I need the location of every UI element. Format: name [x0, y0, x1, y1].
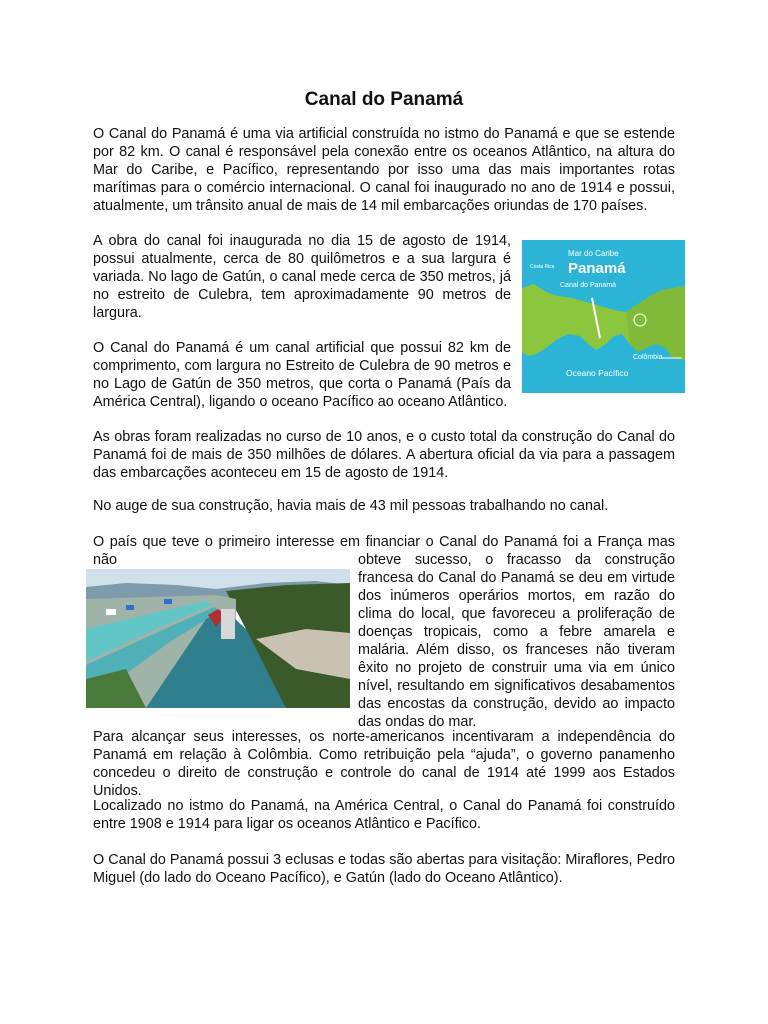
- paragraph-locks: O Canal do Panamá possui 3 eclusas e todas são abertas para visitação: Miraflores, Pedro Miguel (do lado do Oceano Pacífico), e Gatún (lado do Oceano Atlântico).: [93, 852, 675, 886]
- map-label-ocean: Oceano Pacífico: [566, 368, 629, 378]
- page-title: Canal do Panamá: [304, 89, 464, 110]
- paragraph-intro: O Canal do Panamá é uma via artificial construída no istmo do Panamá e que se estende por 82 km. O canal é responsável pela conexão entre os oceanos Atlântico, na altura do Mar do Caribe, e Pacífico, representando por isso uma das mais importantes rotas marítimas para o comércio internacional. O canal foi inaugurado no ano de 1914 e possui, atualmente, um trânsito anual de mais de 14 mil embarcações oriundas de 170 países.: [93, 126, 675, 214]
- canal-photo-graphic: [86, 569, 350, 708]
- paragraph-inauguration: A obra do canal foi inaugurada no dia 15 de agosto de 1914, possui atualmente, cerca de 80 quilômetros e a sua largura é variada. No lago de Gatún, o canal mede cerca de 350 metros, já no estreito de Culebra, tem aproximadamente 90 metros de largura.: [93, 233, 511, 321]
- panama-map-image: [522, 240, 685, 393]
- paragraph-us-interests: Para alcançar seus interesses, os norte-americanos incentivaram a independência do Panamá em relação à Colômbia. Como retribuição pela “ajuda”, o governo panamenho concedeu o direito de construção e controle do canal de 1914 até 1999 aos Estados Unidos.: [93, 729, 675, 799]
- paragraph-dimensions: O Canal do Panamá é um canal artificial que possui 82 km de comprimento, com largura no Estreito de Culebra de 90 metros e no Lago de Gatún de 350 metros, que corta o Panamá (País da América Central), ligando o oceano Pacífico ao oceano Atlântico.: [93, 340, 511, 410]
- paragraph-workers: No auge de sua construção, havia mais de 43 mil pessoas trabalhando no canal.: [93, 498, 609, 514]
- paragraph-france-start: O país que teve o primeiro interesse em financiar o Canal do Panamá foi a França mas não: [93, 534, 675, 568]
- canal-photo: [86, 569, 350, 708]
- map-label-colombia: Colômbia: [633, 354, 663, 361]
- paragraph-location: Localizado no istmo do Panamá, na América Central, o Canal do Panamá foi construído entre 1908 e 1914 para ligar os oceanos Atlântico e Pacífico.: [93, 798, 675, 832]
- map-label-costa-rica: Costa Rica: [530, 264, 555, 270]
- map-label-country: Panamá: [568, 260, 626, 277]
- map-label-canal: Canal do Panamá: [560, 282, 617, 289]
- paragraph-france-failure: obteve sucesso, o fracasso da construção francesa do Canal do Panamá se deu em virtude dos inúmeros operários mortos, em razão do clima do local, que favoreceu a proliferação de doenças tropicais, como a febre amarela e malária. Além disso, os franceses não tiveram êxito no projeto de construir uma via em único nível, resultando em significativos desabamentos das encostas da construção, devido ao impacto das ondas do mar.: [358, 552, 675, 730]
- paragraph-construction-cost: As obras foram realizadas no curso de 10 anos, e o custo total da construção do Canal do Panamá foi de mais de 350 milhões de dólares. A abertura oficial da via para a passagem das embarcações aconteceu em 15 de agosto de 1914.: [93, 429, 675, 481]
- map-label-sea: Mar do Caribe: [568, 249, 619, 258]
